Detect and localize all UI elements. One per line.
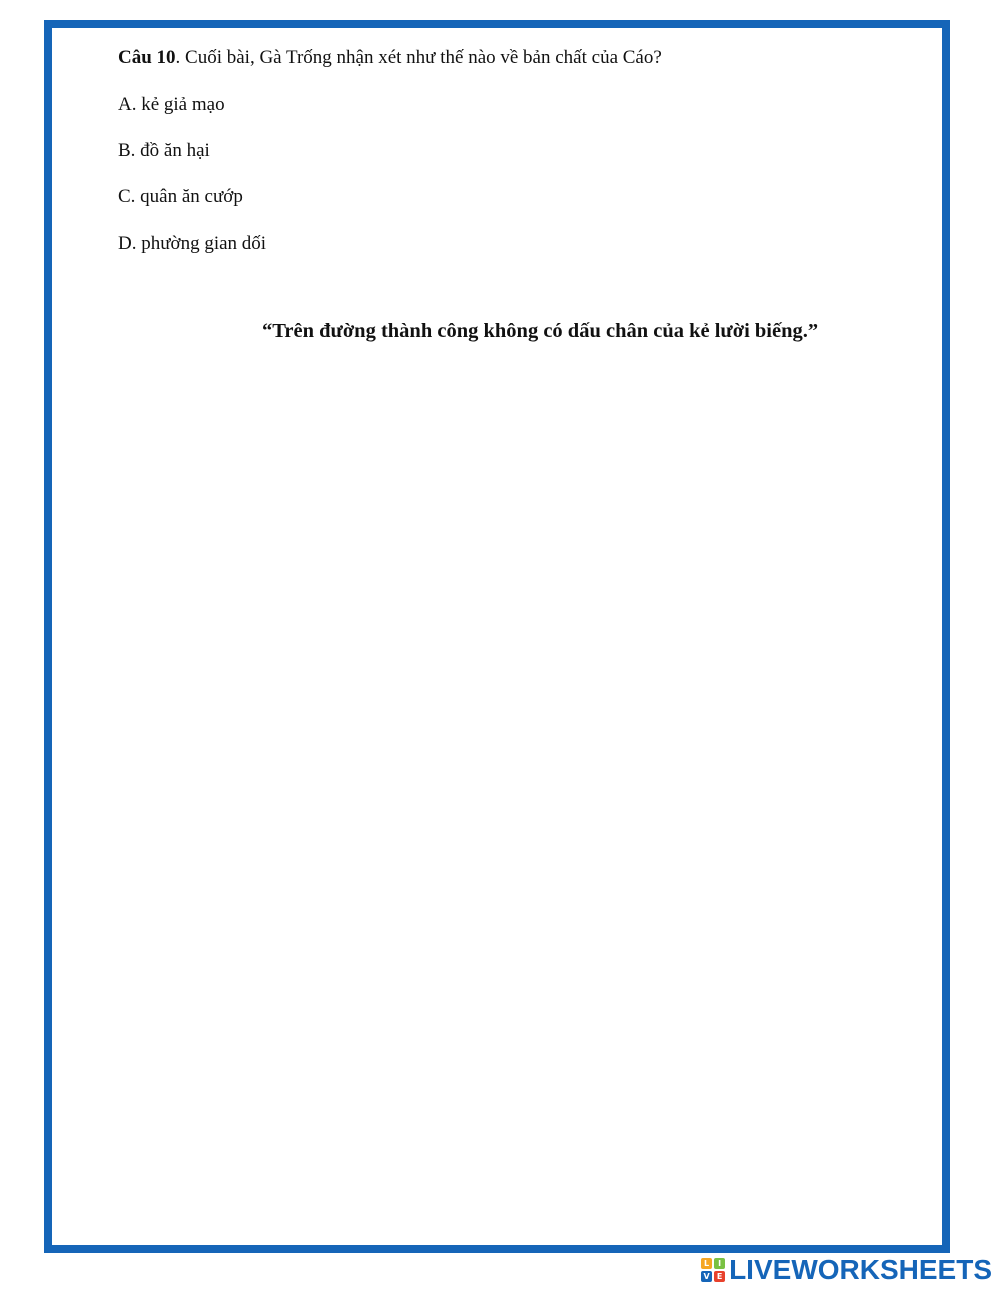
liveworksheets-logo [701,1255,992,1285]
logo-tile: E [714,1271,725,1282]
motivational-quote: “Trên đường thành công không có dấu chân của kẻ lười biếng.” [262,320,819,342]
logo-tile: I [714,1258,725,1269]
question-number: Câu 10 [118,47,176,68]
logo-tile: L [701,1258,712,1269]
option-b: B. đồ ăn hại [118,140,210,161]
option-d: D. phường gian dối [118,233,267,254]
question-10 [118,44,662,72]
option-c: C. quân ăn cướp [118,186,243,207]
logo-text: LIVEWORKSHEETS [729,1254,992,1285]
logo-tile: V [701,1271,712,1282]
option-a: A. kẻ giả mạo [118,94,225,115]
logo-tiles-icon [701,1258,725,1282]
question-text: . Cuối bài, Gà Trống nhận xét như thế nào về bản chất của Cáo? [175,47,662,68]
